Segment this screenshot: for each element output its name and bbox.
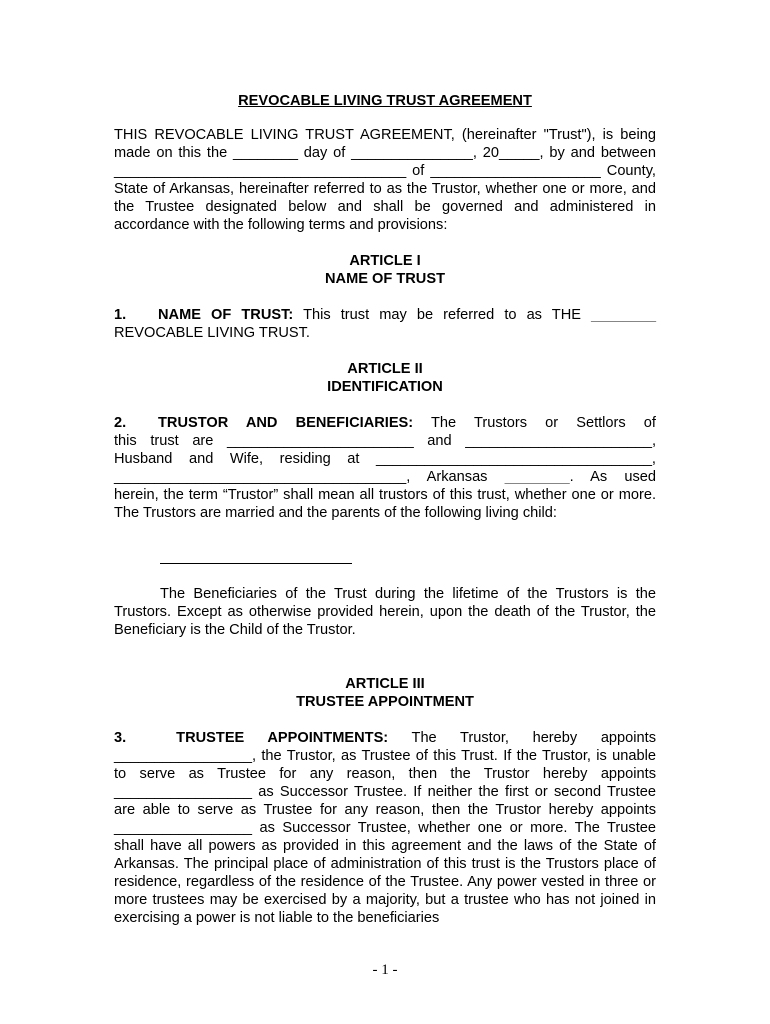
section-3-number: 3. [114,730,127,746]
section-2-address-text: ____________________________________, Arkansas [114,469,488,485]
section-1-number: 1. [114,307,127,323]
section-3-paragraph [114,729,656,927]
section-1-line-1 [114,306,656,324]
article-3-heading: ARTICLE III [345,676,425,692]
document-title: REVOCABLE LIVING TRUST AGREEMENT [238,93,532,109]
intro-line-1: THIS REVOCABLE LIVING TRUST AGREEMENT, (hereinafter "Trust"), is being [114,127,656,143]
article-3-subheading: TRUSTEE APPOINTMENT [296,694,474,710]
section-1-line-2: REVOCABLE LIVING TRUST. [114,325,310,341]
zip-blank: ________ [504,469,570,485]
section-2-as-used: . As used [569,469,656,485]
article-2-subheading: IDENTIFICATION [327,379,443,395]
beneficiaries-paragraph: The Beneficiaries of the Trust during the lifetime of the Trustors is the Trustors. Except as otherwise provided herein, upon the death of the Trustor, the Beneficiary is the Child of the Trustor. [114,586,656,638]
document-body [114,92,656,927]
section-2-line-4 [114,468,656,486]
intro-line-2: made on this the ________ day of _______________, 20_____, by and between [114,145,656,161]
section-1-label: NAME OF TRUST: [158,307,294,323]
article-2-heading: ARTICLE II [347,361,423,377]
section-2-line-2: this trust are _______________________ and _______________________, [114,433,656,449]
section-3-label: TRUSTEE APPOINTMENTS: [176,730,389,746]
section-2-rest: herein, the term “Trustor” shall mean all trustors of this trust, whether one or more. The Trustors are married and the parents of the following living child: [114,487,656,521]
section-2-line-3: Husband and Wife, residing at __________________________________, [114,451,656,467]
section-1-text: This trust may be referred to as THE [303,307,581,323]
section-2-number: 2. [114,415,127,431]
article-1-subheading: NAME OF TRUST [325,271,445,287]
section-2-label-tail: The Trustors or Settlors of [431,415,656,431]
page-number: - 1 - [372,962,398,978]
intro-rest: State of Arkansas, hereinafter referred to as the Trustor, whether one or more, and the Trustee designated below and shall be governed and administered in accordance with the following terms and provisions: [114,181,656,233]
section-2-line-1 [114,414,656,432]
section-2-label: TRUSTOR AND BENEFICIARIES: [158,415,414,431]
article-1-heading: ARTICLE I [349,253,421,269]
section-3-text: The Trustor, hereby appoints _________________, the Trustor, as Trustee of this Trust. If the Trustor, is unable to serve as Trustee for any reason, then the Trustor hereby appoints _________________ as Successor Trustee. If neither the first or second Trustee are able to serve as Trustee for any reason, then the Trustor hereby appoints _________________ as Successor Trustee, whether one or more. The Trustee shall have all powers as provided in this agreement and the laws of the State of Arkansas. The principal place of administration of this trust is the Trustors place of residence, regardless of the residence of the Trustee. Any power vested in three or more trustees may be exercised by a majority, but a trustee who has not joined in exercising a power is not liable to the beneficiaries [114,730,656,926]
intro-line-3: ____________________________________ of _____________________ County, [114,163,656,179]
trust-name-blank: ________ [591,307,656,323]
